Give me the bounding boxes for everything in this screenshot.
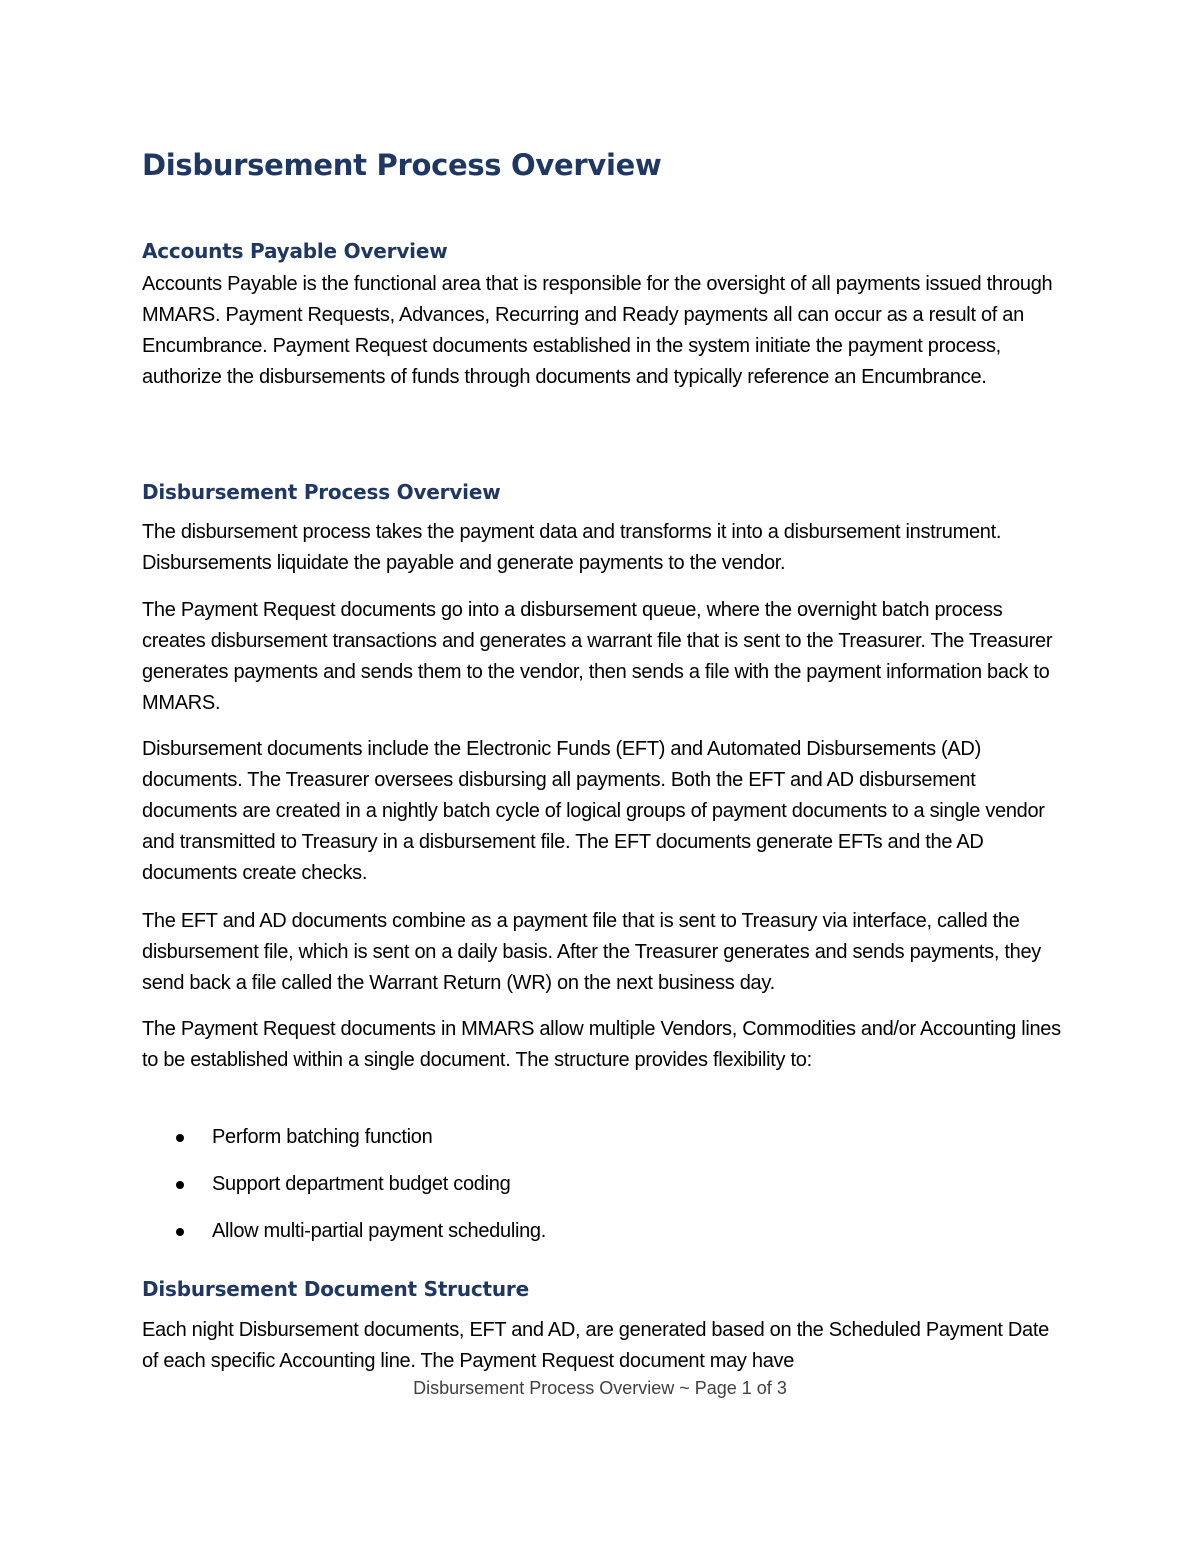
paragraph-payment-request-queue: The Payment Request documents go into a disbursement queue, where the overnight batch process creates disbursement transactions and generates a warrant file that is sent to the Treasurer. The Treasurer generates payments and sends them to the vendor, then sends a file with the payment information back to MMARS. — [142, 599, 1053, 714]
paragraph-eft-ad-payment-file: The EFT and AD documents combine as a payment file that is sent to Treasury via interface, called the disbursement file, which is sent on a daily basis. After the Treasurer generates and sends payments, they send back a file called the Warrant Return (WR) on the next business day. — [142, 910, 1041, 994]
paragraph-disbursement-document-structure: Each night Disbursement documents, EFT and AD, are generated based on the Scheduled Payment Date of each specific Accounting line. The Payment Request document may have — [142, 1319, 1049, 1372]
document-title: Disbursement Process Overview — [142, 148, 662, 182]
heading-accounts-payable-overview: Accounts Payable Overview — [142, 239, 448, 263]
paragraph-payment-request-structure: The Payment Request documents in MMARS allow multiple Vendors, Commodities and/or Accounting lines to be established within a single document. The structure provides flexibility to: — [142, 1018, 1061, 1071]
list-item-text: Support department budget coding — [212, 1173, 511, 1195]
flexibility-bullet-list — [142, 1122, 546, 1263]
paragraph-disbursement-process: The disbursement process takes the payment data and transforms it into a disbursement instrument. Disbursements liquidate the payable and generate payments to the vendor. — [142, 521, 1002, 574]
list-item — [142, 1122, 546, 1153]
list-item-text: Allow multi-partial payment scheduling. — [212, 1220, 547, 1242]
bullet-icon — [176, 1228, 184, 1236]
paragraph-disbursement-documents: Disbursement documents include the Electronic Funds (EFT) and Automated Disbursements (AD) documents. The Treasurer oversees disbursing all payments. Both the EFT and AD disbursement documents are created in a nightly batch cycle of logical groups of payment documents to a single vendor and transmitted to Treasury in a disbursement file. The EFT documents generate EFTs and the AD documents create checks. — [142, 738, 1045, 884]
list-item-text: Perform batching function — [212, 1126, 433, 1148]
bullet-icon — [176, 1181, 184, 1189]
paragraph-accounts-payable: Accounts Payable is the functional area that is responsible for the oversight of all payments issued through MMARS. Payment Requests, Advances, Recurring and Ready payments all can occur as a result of an Encumbrance. Payment Request documents established in the system initiate the payment process, authorize the disbursements of funds through documents and typically reference an Encumbrance. — [142, 273, 1053, 388]
bullet-icon — [176, 1134, 184, 1142]
heading-disbursement-document-structure: Disbursement Document Structure — [142, 1277, 529, 1301]
list-item — [142, 1216, 546, 1247]
list-item — [142, 1169, 546, 1200]
page-footer: Disbursement Process Overview ~ Page 1 of 3 — [413, 1378, 787, 1398]
heading-disbursement-process-overview: Disbursement Process Overview — [142, 480, 501, 504]
